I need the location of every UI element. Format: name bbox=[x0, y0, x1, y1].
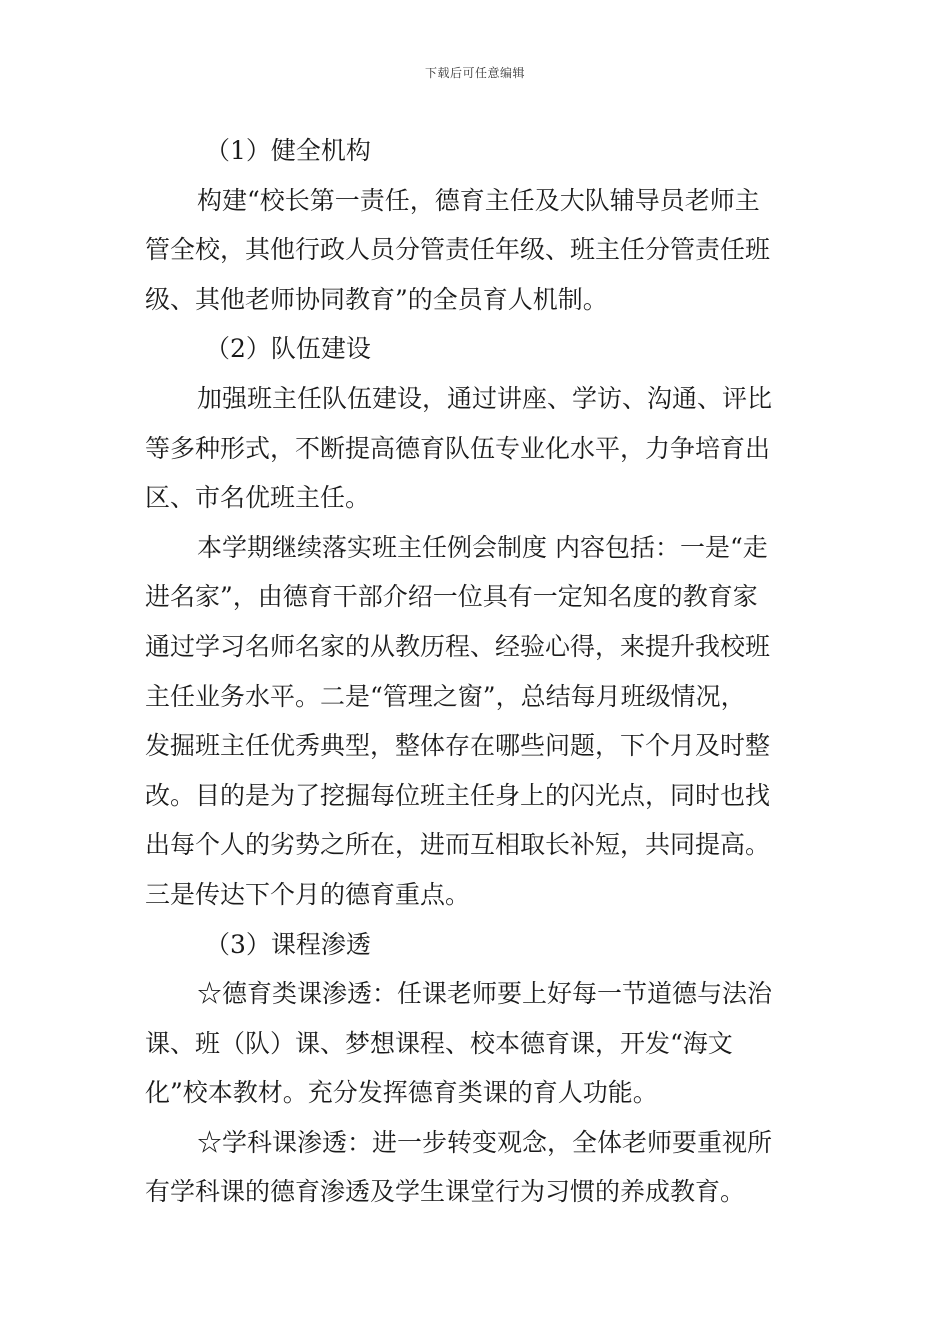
text-line: 通过学习名师名家的从教历程、经验心得，来提升我校班 bbox=[145, 631, 771, 661]
text-line: 进名家”，由德育干部介绍一位具有一定知名度的教育家 bbox=[145, 582, 758, 612]
text-line: 主任业务水平。二是“管理之窗”，总结每月班级情况， bbox=[145, 681, 746, 711]
text-line: 加强班主任队伍建设，通过讲座、学访、沟通、评比 bbox=[197, 383, 773, 413]
text-line: 区、市名优班主任。 bbox=[145, 483, 371, 513]
text-line: 管全校，其他行政人员分管责任年级、班主任分管责任班 bbox=[145, 235, 771, 265]
text-line: 有学科课的德育渗透及学生课堂行为习惯的养成教育。 bbox=[145, 1177, 746, 1207]
text-line: ☆德育类课渗透：任课老师要上好每一节道德与法治 bbox=[197, 979, 773, 1009]
text-line: 化”校本教材。充分发挥德育类课的育人功能。 bbox=[145, 1078, 658, 1108]
text-line: （2）队伍建设 bbox=[205, 334, 371, 364]
text-line: 课、班（队）课、梦想课程、校本德育课，开发“海文 bbox=[145, 1028, 733, 1058]
text-line: 级、其他老师协同教育”的全员育人机制。 bbox=[145, 284, 608, 314]
text-line: 发掘班主任优秀典型，整体存在哪些问题，下个月及时整 bbox=[145, 731, 771, 761]
page-header: 下载后可任意编辑 bbox=[424, 66, 525, 80]
text-line: （3）课程渗透 bbox=[205, 929, 371, 959]
text-line: 等多种形式，不断提高德育队伍专业化水平，力争培育出 bbox=[145, 433, 771, 463]
document-body bbox=[145, 126, 813, 1217]
text-line: 构建“校长第一责任，德育主任及大队辅导员老师主 bbox=[197, 185, 760, 215]
text-line: 本学期继续落实班主任例会制度 内容包括：一是“走 bbox=[197, 532, 768, 562]
text-line: ☆学科课渗透：进一步转变观念，全体老师要重视所 bbox=[197, 1127, 773, 1157]
text-line: 改。目的是为了挖掘每位班主任身上的闪光点，同时也找 bbox=[145, 780, 771, 810]
text-line: 出每个人的劣势之所在，进而互相取长补短，共同提高。 bbox=[145, 830, 771, 860]
text-line: 三是传达下个月的德育重点。 bbox=[145, 879, 471, 909]
text-line: （1）健全机构 bbox=[205, 136, 371, 165]
